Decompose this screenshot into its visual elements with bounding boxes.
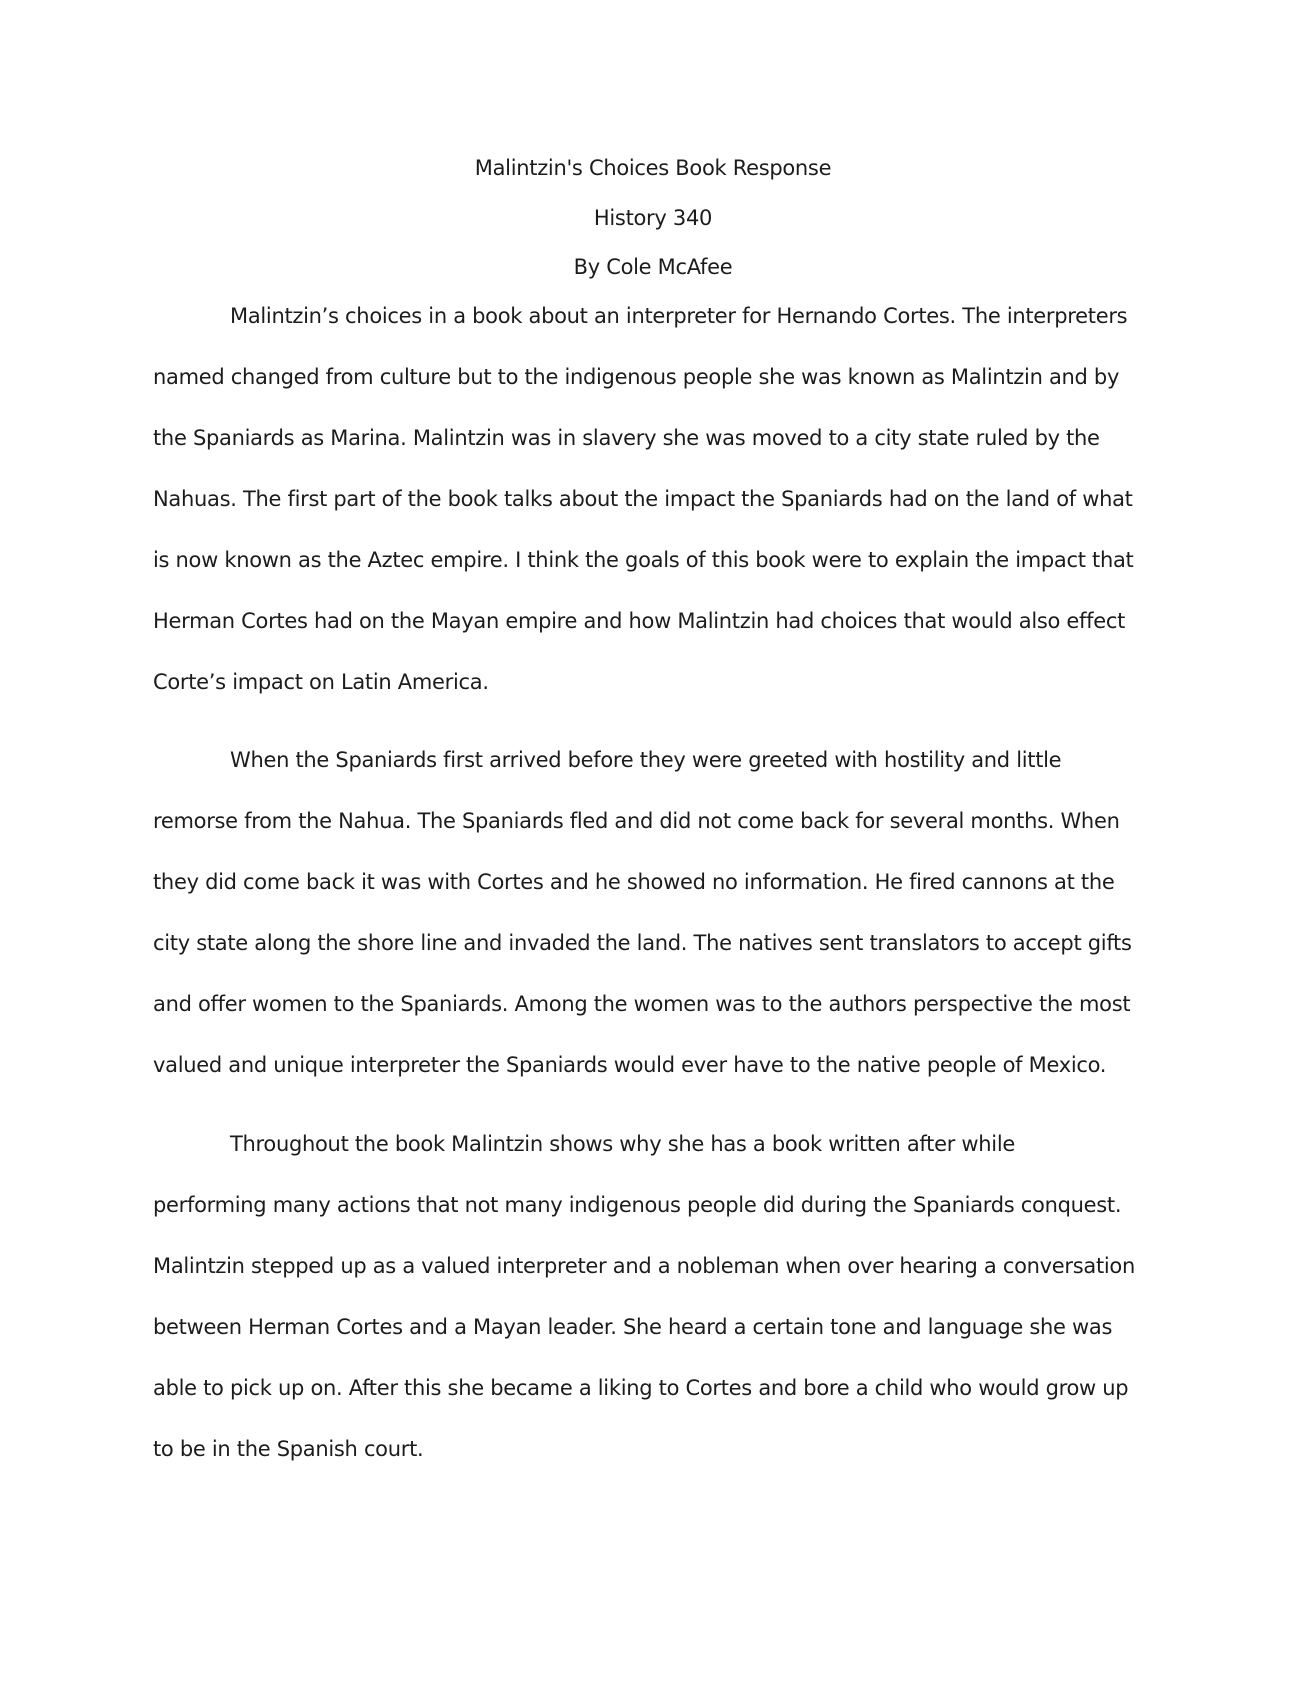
author-byline: By Cole McAfee [573, 255, 733, 279]
paragraph-1-line-7: Corte’s impact on Latin America. [153, 670, 489, 694]
paragraph-1-line-2: named changed from culture but to the indigenous people she was known as Malintzin and by [153, 365, 1120, 389]
paragraph-3-line-2: performing many actions that not many indigenous people did during the Spaniards conquest. [153, 1193, 1122, 1217]
paragraph-3-line-6: to be in the Spanish court. [153, 1437, 424, 1461]
paragraph-1-line-5: is now known as the Aztec empire. I think the goals of this book were to explain the impact that [153, 548, 1134, 572]
paragraph-2-line-6: valued and unique interpreter the Spaniards would ever have to the native people of Mexico. [153, 1053, 1107, 1077]
course-name: History 340 [593, 206, 713, 230]
paragraph-3-line-4: between Herman Cortes and a Mayan leader. She heard a certain tone and language she was [153, 1315, 1113, 1339]
paragraph-2-line-5: and offer women to the Spaniards. Among the women was to the authors perspective the most [153, 992, 1131, 1016]
paragraph-1-line-6: Herman Cortes had on the Mayan empire and how Malintzin had choices that would also effect [153, 609, 1126, 633]
paragraph-3-line-1: Throughout the book Malintzin shows why she has a book written after while [230, 1132, 1015, 1156]
paragraph-1-line-3: the Spaniards as Marina. Malintzin was in slavery she was moved to a city state ruled by the [153, 426, 1100, 450]
paragraph-2-line-2: remorse from the Nahua. The Spaniards fled and did not come back for several months. When [153, 809, 1120, 833]
paragraph-1-line-1: Malintzin’s choices in a book about an interpreter for Hernando Cortes. The interpreters [230, 304, 1128, 328]
paragraph-2-line-4: city state along the shore line and invaded the land. The natives sent translators to accept gifts [153, 931, 1132, 955]
paragraph-3-line-5: able to pick up on. After this she became a liking to Cortes and bore a child who would grow up [153, 1376, 1129, 1400]
paragraph-1-line-4: Nahuas. The first part of the book talks about the impact the Spaniards had on the land of what [153, 487, 1133, 511]
document-title: Malintzin's Choices Book Response [474, 156, 832, 180]
paragraph-2-line-3: they did come back it was with Cortes and he showed no information. He fired cannons at the [153, 870, 1115, 894]
paragraph-2-line-1: When the Spaniards first arrived before they were greeted with hostility and little [230, 748, 1062, 772]
paragraph-3-line-3: Malintzin stepped up as a valued interpreter and a nobleman when over hearing a conversation [153, 1254, 1135, 1278]
